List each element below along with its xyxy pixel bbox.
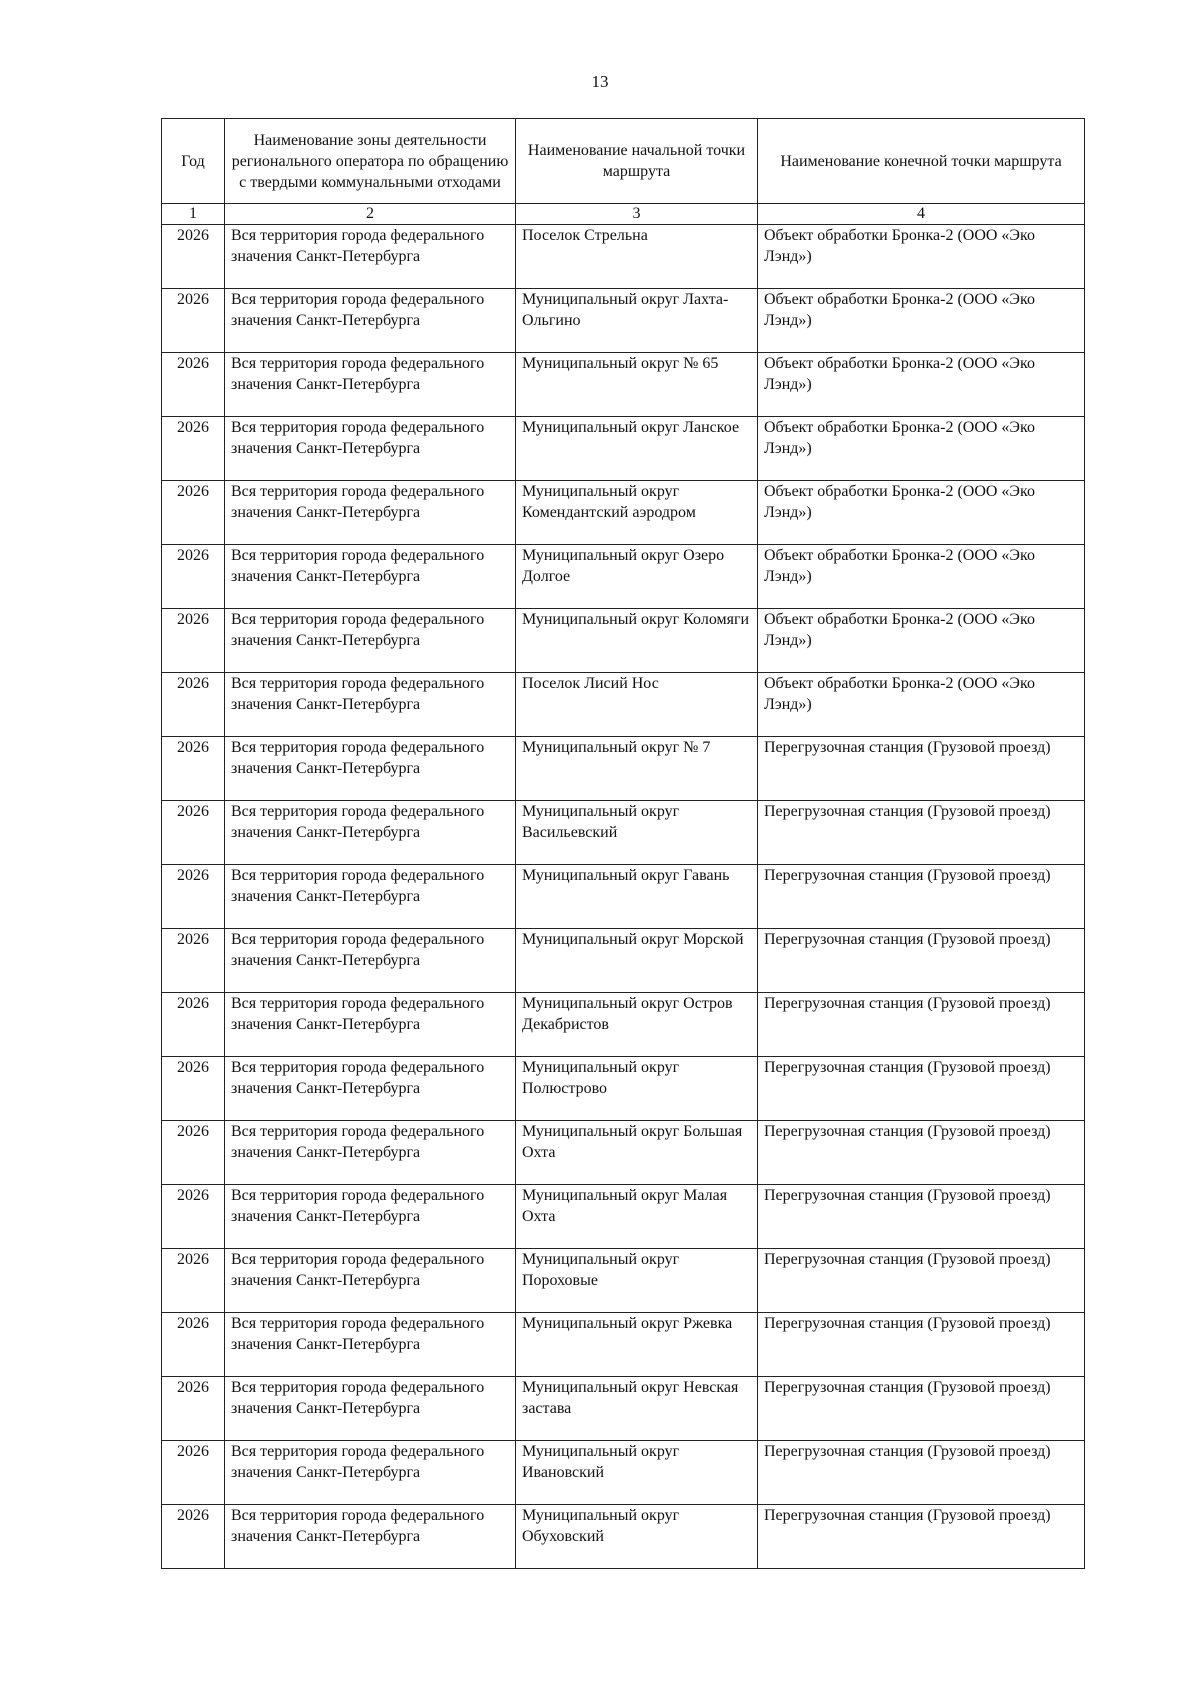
- table-row: [162, 417, 1085, 481]
- cell-start-point: Муниципальный округ Ланское: [516, 417, 758, 481]
- cell-end-point: Перегрузочная станция (Грузовой проезд): [758, 1377, 1085, 1441]
- cell-year: 2026: [162, 801, 225, 865]
- table-row: [162, 929, 1085, 993]
- cell-end-point: Объект обработки Бронка-2 (ООО «Эко Лэнд»): [758, 289, 1085, 353]
- cell-year: 2026: [162, 481, 225, 545]
- table-row: [162, 1057, 1085, 1121]
- cell-zone: Вся территория города федерального значения Санкт-Петербурга: [225, 1313, 516, 1377]
- cell-year: 2026: [162, 609, 225, 673]
- cell-end-point: Перегрузочная станция (Грузовой проезд): [758, 1313, 1085, 1377]
- cell-year: 2026: [162, 1249, 225, 1313]
- cell-start-point: Муниципальный округ № 65: [516, 353, 758, 417]
- table-row: [162, 1185, 1085, 1249]
- cell-zone: Вся территория города федерального значения Санкт-Петербурга: [225, 865, 516, 929]
- cell-year: 2026: [162, 1313, 225, 1377]
- cell-start-point: Поселок Стрельна: [516, 225, 758, 289]
- cell-zone: Вся территория города федерального значения Санкт-Петербурга: [225, 1441, 516, 1505]
- header-end-point: Наименование конечной точки маршрута: [758, 119, 1085, 204]
- cell-zone: Вся территория города федерального значения Санкт-Петербурга: [225, 801, 516, 865]
- cell-zone: Вся территория города федерального значения Санкт-Петербурга: [225, 481, 516, 545]
- cell-zone: Вся территория города федерального значения Санкт-Петербурга: [225, 1377, 516, 1441]
- cell-year: 2026: [162, 353, 225, 417]
- cell-end-point: Перегрузочная станция (Грузовой проезд): [758, 1121, 1085, 1185]
- table-row: [162, 545, 1085, 609]
- cell-zone: Вся территория города федерального значения Санкт-Петербурга: [225, 673, 516, 737]
- table-row: [162, 993, 1085, 1057]
- cell-zone: Вся территория города федерального значения Санкт-Петербурга: [225, 225, 516, 289]
- cell-zone: Вся территория города федерального значения Санкт-Петербурга: [225, 1505, 516, 1569]
- cell-end-point: Перегрузочная станция (Грузовой проезд): [758, 737, 1085, 801]
- column-number: 1: [162, 204, 225, 225]
- header-zone: Наименование зоны деятельности регионального оператора по обращению с твердыми коммунальными отходами: [225, 119, 516, 204]
- cell-start-point: Муниципальный округ Лахта-Ольгино: [516, 289, 758, 353]
- table-row: [162, 353, 1085, 417]
- cell-end-point: Объект обработки Бронка-2 (ООО «Эко Лэнд»): [758, 481, 1085, 545]
- cell-start-point: Поселок Лисий Нос: [516, 673, 758, 737]
- table-row: [162, 1121, 1085, 1185]
- cell-year: 2026: [162, 1505, 225, 1569]
- cell-year: 2026: [162, 737, 225, 801]
- cell-end-point: Объект обработки Бронка-2 (ООО «Эко Лэнд»): [758, 609, 1085, 673]
- cell-start-point: Муниципальный округ Обуховский: [516, 1505, 758, 1569]
- cell-end-point: Объект обработки Бронка-2 (ООО «Эко Лэнд»): [758, 545, 1085, 609]
- table-row: [162, 1377, 1085, 1441]
- table-row: [162, 225, 1085, 289]
- cell-end-point: Перегрузочная станция (Грузовой проезд): [758, 1441, 1085, 1505]
- cell-year: 2026: [162, 993, 225, 1057]
- table-body: [162, 225, 1085, 1569]
- page-number: 13: [591, 72, 609, 91]
- cell-start-point: Муниципальный округ Озеро Долгое: [516, 545, 758, 609]
- cell-end-point: Перегрузочная станция (Грузовой проезд): [758, 929, 1085, 993]
- table-row: [162, 737, 1085, 801]
- cell-zone: Вся территория города федерального значения Санкт-Петербурга: [225, 1185, 516, 1249]
- cell-year: 2026: [162, 225, 225, 289]
- cell-end-point: Объект обработки Бронка-2 (ООО «Эко Лэнд»): [758, 353, 1085, 417]
- cell-zone: Вся территория города федерального значения Санкт-Петербурга: [225, 609, 516, 673]
- table-row: [162, 481, 1085, 545]
- cell-start-point: Муниципальный округ Невская застава: [516, 1377, 758, 1441]
- cell-start-point: Муниципальный округ Ивановский: [516, 1441, 758, 1505]
- cell-year: 2026: [162, 1377, 225, 1441]
- cell-zone: Вся территория города федерального значения Санкт-Петербурга: [225, 1121, 516, 1185]
- cell-end-point: Перегрузочная станция (Грузовой проезд): [758, 1249, 1085, 1313]
- table-row: [162, 1249, 1085, 1313]
- cell-end-point: Объект обработки Бронка-2 (ООО «Эко Лэнд»): [758, 673, 1085, 737]
- column-number: 4: [758, 204, 1085, 225]
- cell-start-point: Муниципальный округ Морской: [516, 929, 758, 993]
- cell-start-point: Муниципальный округ Васильевский: [516, 801, 758, 865]
- column-number: 2: [225, 204, 516, 225]
- cell-end-point: Перегрузочная станция (Грузовой проезд): [758, 1505, 1085, 1569]
- cell-end-point: Перегрузочная станция (Грузовой проезд): [758, 865, 1085, 929]
- table-row: [162, 1313, 1085, 1377]
- cell-year: 2026: [162, 1121, 225, 1185]
- cell-end-point: Перегрузочная станция (Грузовой проезд): [758, 1185, 1085, 1249]
- table-row: [162, 673, 1085, 737]
- cell-zone: Вся территория города федерального значения Санкт-Петербурга: [225, 353, 516, 417]
- cell-end-point: Объект обработки Бронка-2 (ООО «Эко Лэнд»): [758, 225, 1085, 289]
- header-row: [162, 119, 1085, 204]
- routes-table: [161, 118, 1085, 1569]
- cell-end-point: Объект обработки Бронка-2 (ООО «Эко Лэнд»): [758, 417, 1085, 481]
- table-row: [162, 1441, 1085, 1505]
- cell-start-point: Муниципальный округ Пороховые: [516, 1249, 758, 1313]
- cell-year: 2026: [162, 929, 225, 993]
- cell-end-point: Перегрузочная станция (Грузовой проезд): [758, 801, 1085, 865]
- cell-zone: Вся территория города федерального значения Санкт-Петербурга: [225, 993, 516, 1057]
- cell-zone: Вся территория города федерального значения Санкт-Петербурга: [225, 737, 516, 801]
- cell-start-point: Муниципальный округ Ржевка: [516, 1313, 758, 1377]
- cell-start-point: Муниципальный округ Остров Декабристов: [516, 993, 758, 1057]
- cell-year: 2026: [162, 673, 225, 737]
- cell-start-point: Муниципальный округ Комендантский аэродром: [516, 481, 758, 545]
- cell-year: 2026: [162, 865, 225, 929]
- cell-end-point: Перегрузочная станция (Грузовой проезд): [758, 1057, 1085, 1121]
- header-year: Год: [162, 119, 225, 204]
- column-number: 3: [516, 204, 758, 225]
- table-row: [162, 865, 1085, 929]
- cell-zone: Вся территория города федерального значения Санкт-Петербурга: [225, 1057, 516, 1121]
- cell-start-point: Муниципальный округ Малая Охта: [516, 1185, 758, 1249]
- cell-year: 2026: [162, 1057, 225, 1121]
- cell-zone: Вся территория города федерального значения Санкт-Петербурга: [225, 929, 516, 993]
- cell-year: 2026: [162, 545, 225, 609]
- column-number-row: [162, 204, 1085, 225]
- table-row: [162, 801, 1085, 865]
- cell-start-point: Муниципальный округ Гавань: [516, 865, 758, 929]
- table-row: [162, 1505, 1085, 1569]
- cell-end-point: Перегрузочная станция (Грузовой проезд): [758, 993, 1085, 1057]
- cell-zone: Вся территория города федерального значения Санкт-Петербурга: [225, 417, 516, 481]
- header-start-point: Наименование начальной точки маршрута: [516, 119, 758, 204]
- table-row: [162, 609, 1085, 673]
- cell-year: 2026: [162, 1185, 225, 1249]
- cell-zone: Вся территория города федерального значения Санкт-Петербурга: [225, 289, 516, 353]
- table-row: [162, 289, 1085, 353]
- cell-start-point: Муниципальный округ Большая Охта: [516, 1121, 758, 1185]
- cell-start-point: Муниципальный округ Коломяги: [516, 609, 758, 673]
- cell-year: 2026: [162, 1441, 225, 1505]
- cell-start-point: Муниципальный округ № 7: [516, 737, 758, 801]
- cell-start-point: Муниципальный округ Полюстрово: [516, 1057, 758, 1121]
- cell-year: 2026: [162, 289, 225, 353]
- cell-year: 2026: [162, 417, 225, 481]
- cell-zone: Вся территория города федерального значения Санкт-Петербурга: [225, 1249, 516, 1313]
- cell-zone: Вся территория города федерального значения Санкт-Петербурга: [225, 545, 516, 609]
